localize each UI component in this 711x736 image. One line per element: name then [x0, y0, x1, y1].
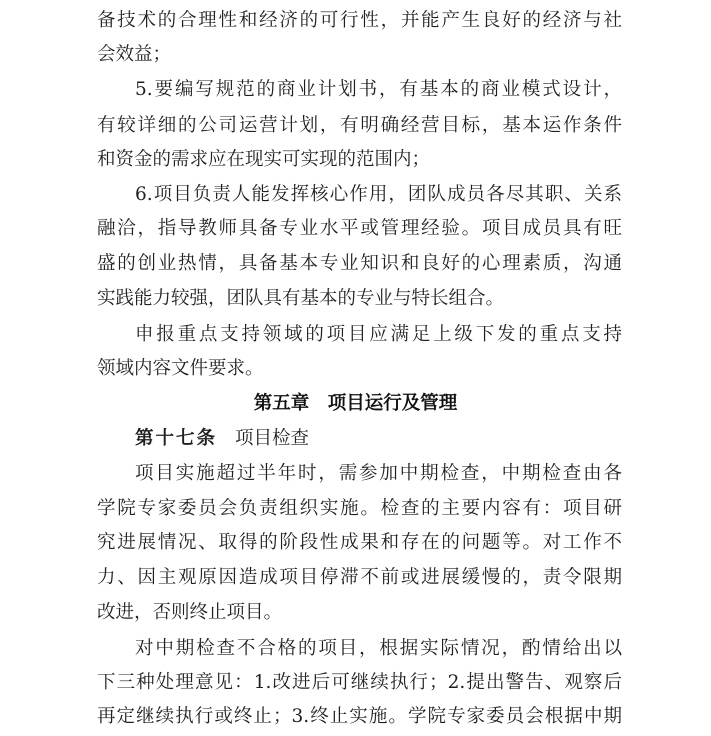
chapter-heading: 第五章 项目运行及管理: [253, 393, 458, 414]
text-line: 申报重点支持领域的项目应满足上级下发的重点支持: [135, 324, 622, 345]
text-line: 5.要编写规范的商业计划书，有基本的商业模式设计，: [135, 79, 622, 100]
text-line: 项目实施超过半年时，需参加中期检查，中期检查由各: [135, 463, 622, 484]
text-line: 领域内容文件要求。: [97, 358, 264, 379]
text-line: 和资金的需求应在现实可实现的范围内；: [97, 149, 431, 170]
text-line: 有较详细的公司运营计划，有明确经营目标，基本运作条件: [97, 115, 622, 136]
text-line: 盛的创业热情，具备基本专业知识和良好的心理素质，沟通: [97, 253, 622, 274]
text-line: 下三种处理意见：1.改进后可继续执行；2.提出警告、观察后: [97, 672, 622, 693]
article-heading: [135, 422, 309, 456]
text-line: 再定继续执行或终止；3.终止实施。学院专家委员会根据中期: [97, 706, 622, 727]
article-number: 第十七条: [135, 428, 218, 449]
text-line: 学院专家委员会负责组织实施。检查的主要内容有：项目研: [97, 498, 622, 519]
text-line: 改进，否则终止项目。: [97, 602, 283, 623]
text-line: 实践能力较强，团队具有基本的专业与特长组合。: [97, 288, 505, 309]
text-line: 6.项目负责人能发挥核心作用，团队成员各尽其职、关系: [135, 184, 622, 205]
text-line: 备技术的合理性和经济的可行性，并能产生良好的经济与社: [97, 10, 622, 31]
text-line: 会效益；: [97, 44, 172, 65]
article-title: 项目检查: [235, 428, 310, 449]
text-line: 力、因主观原因造成项目停滞不前或进展缓慢的，责令限期: [97, 567, 622, 588]
text-line: 究进展情况、取得的阶段性成果和存在的问题等。对工作不: [97, 532, 622, 553]
text-line: 融洽，指导教师具备专业水平或管理经验。项目成员具有旺: [97, 218, 622, 239]
text-line: 对中期检查不合格的项目，根据实际情况，酌情给出以: [135, 638, 622, 659]
